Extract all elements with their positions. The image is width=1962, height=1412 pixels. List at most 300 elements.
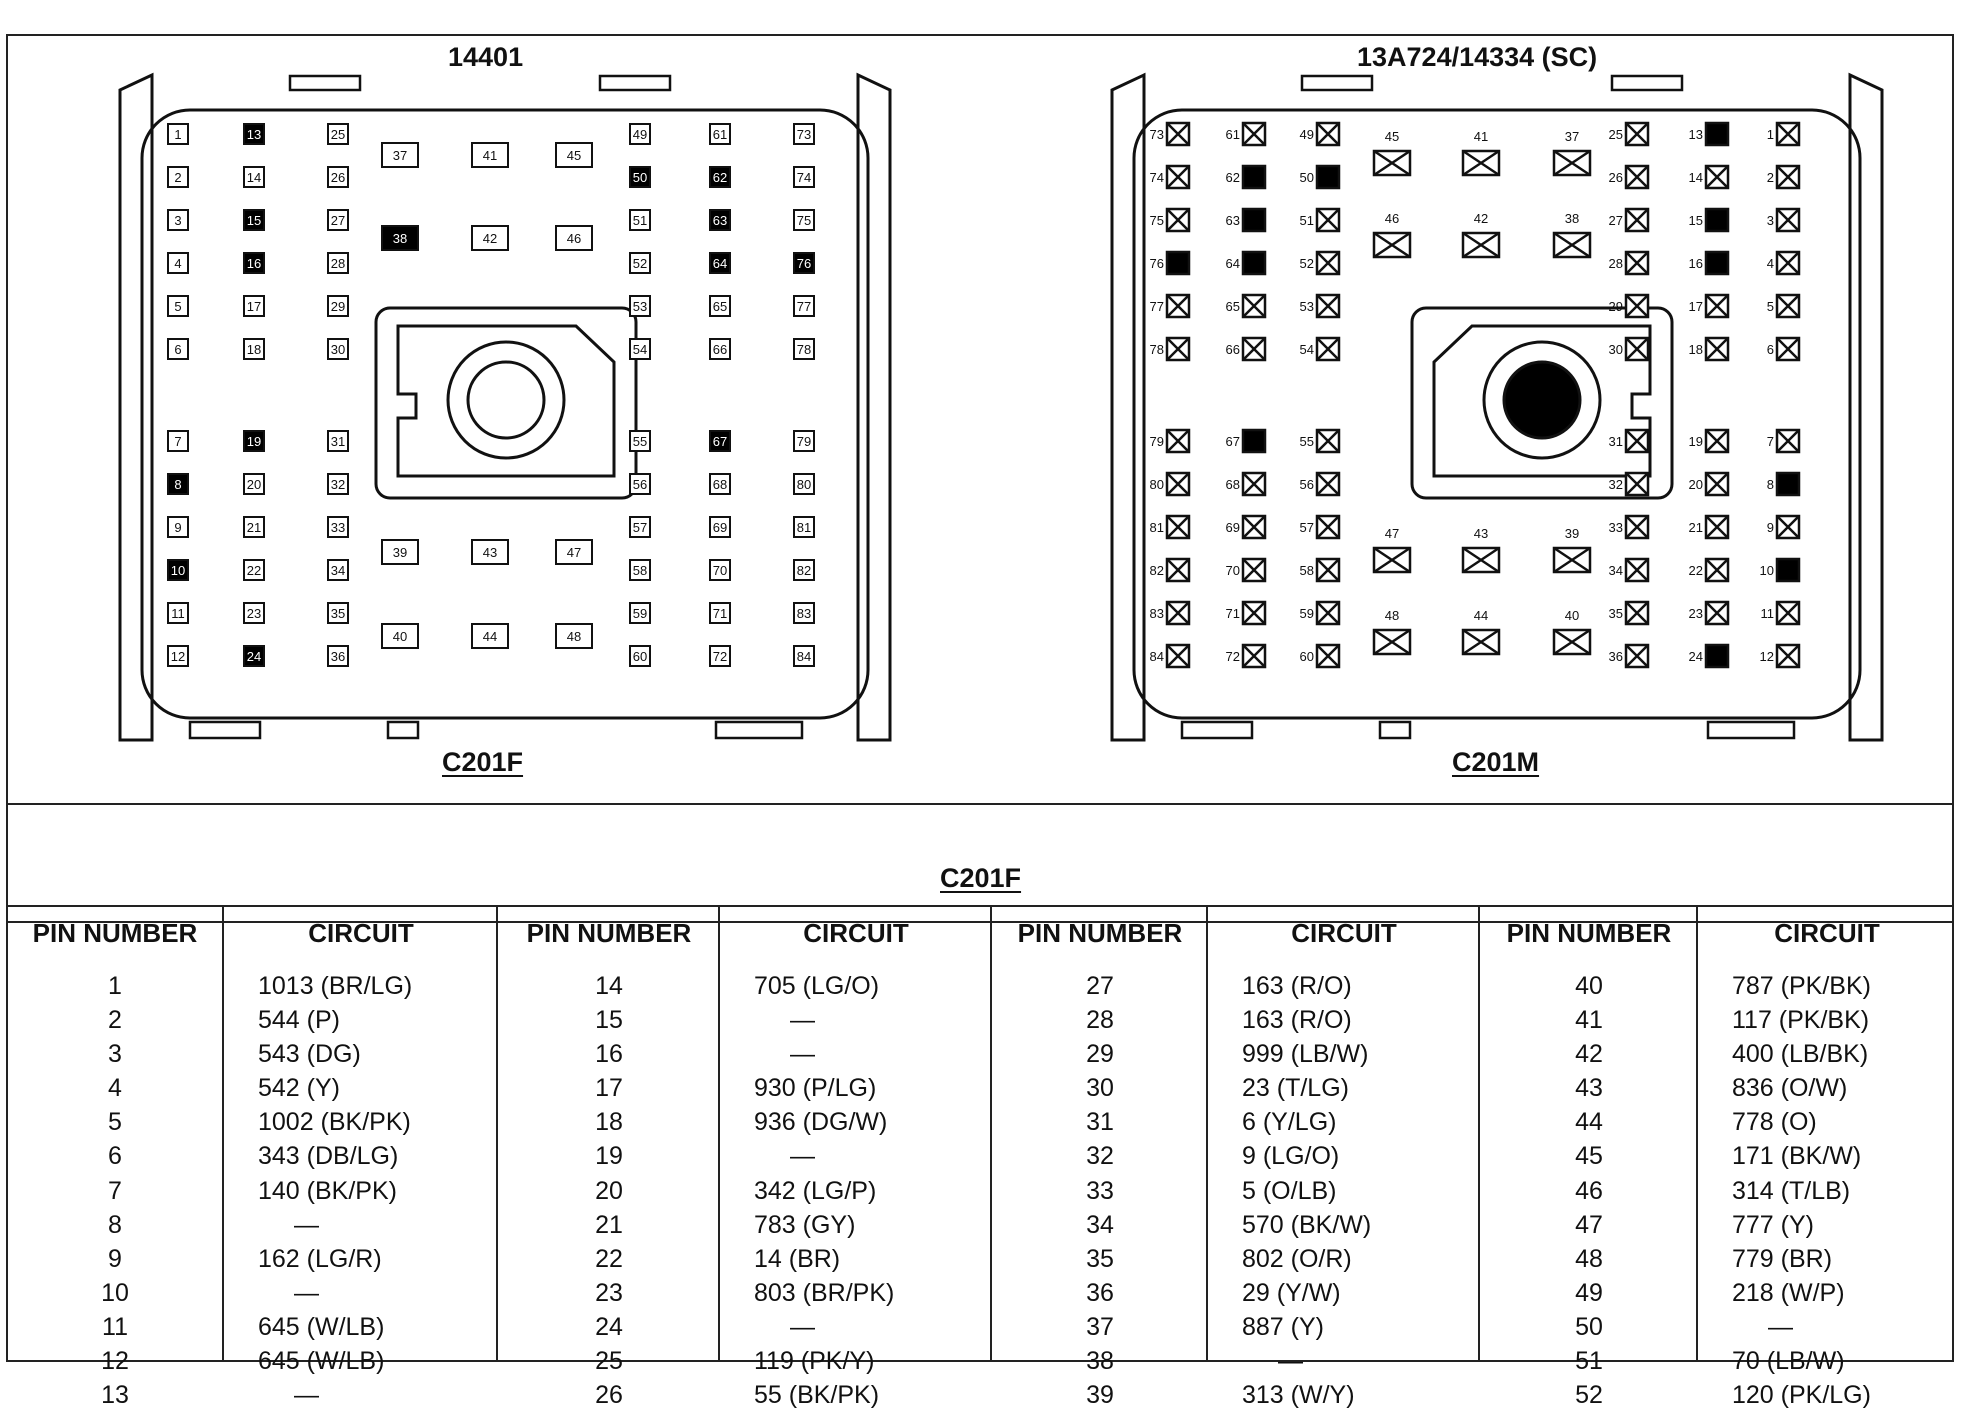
pin-53	[1300, 295, 1339, 317]
pin-label: 54	[632, 342, 648, 357]
pin-71	[710, 603, 730, 623]
pin-label: 18	[1688, 342, 1703, 357]
guide-ring	[448, 342, 564, 458]
right-latch	[858, 75, 890, 740]
circuit-cell: 314 (T/LB)	[1732, 1176, 1851, 1205]
pin-number-cell: 46	[1575, 1176, 1603, 1205]
pin-35	[328, 603, 348, 623]
pin-label: 7	[1766, 434, 1774, 449]
pin-32	[328, 474, 348, 494]
pin-label: 84	[796, 649, 812, 664]
circuit-cell: 802 (O/R)	[1242, 1244, 1352, 1273]
pin-label: 27	[1608, 213, 1623, 228]
pin-number-header: PIN NUMBER	[1017, 918, 1183, 948]
pin-label: 58	[1299, 563, 1314, 578]
pin-8	[1767, 473, 1799, 495]
circuit-cell: 887 (Y)	[1242, 1312, 1324, 1341]
column-body	[224, 969, 498, 1412]
pin-45	[1374, 129, 1410, 175]
pin-number-cell: 9	[108, 1244, 122, 1273]
pin-label: 58	[632, 563, 648, 578]
pin-cavity	[1243, 252, 1265, 274]
pin-cavity	[1167, 252, 1189, 274]
pin-number-cell: 13	[101, 1381, 129, 1410]
circuit-cell: 1002 (BK/PK)	[258, 1108, 411, 1137]
pin-63	[710, 210, 730, 230]
pin-label: 54	[1299, 342, 1314, 357]
circuit-cell: 400 (LB/BK)	[1732, 1040, 1869, 1069]
pin-label: 30	[1608, 342, 1623, 357]
pin-number-cell: 39	[1086, 1381, 1114, 1410]
pin-number-column-3	[990, 905, 1208, 1410]
pin-number-cell: 5	[108, 1108, 122, 1137]
pin-label: 47	[566, 545, 582, 560]
pin-10	[1760, 559, 1799, 581]
pin-number-cell: 52	[1575, 1381, 1603, 1410]
circuit-cell: 570 (BK/W)	[1242, 1210, 1372, 1239]
pin-9	[168, 517, 188, 537]
pin-cavity	[1706, 252, 1728, 274]
pin-47	[556, 540, 592, 564]
pin-label: 33	[330, 520, 346, 535]
circuit-cell: 645 (W/LB)	[258, 1347, 385, 1376]
pin-22	[1689, 559, 1728, 581]
pin-label: 65	[1225, 299, 1240, 314]
pin-label: 63	[1225, 213, 1240, 228]
pin-43	[1463, 526, 1499, 572]
pin-label: 62	[712, 170, 728, 185]
pin-23	[1689, 602, 1728, 624]
pin-label: 6	[174, 342, 182, 357]
pin-74	[1150, 166, 1189, 188]
pin-label: 83	[796, 606, 812, 621]
pin-label: 16	[1688, 256, 1703, 271]
top-tab	[1302, 76, 1372, 90]
pin-41	[1463, 129, 1499, 175]
circuit-cell: —	[790, 1312, 815, 1341]
circuit-header: CIRCUIT	[1774, 918, 1880, 948]
pin-label: 38	[392, 231, 408, 246]
pin-38	[382, 226, 418, 250]
bottom-tab	[388, 722, 418, 738]
circuit-cell: 705 (LG/O)	[754, 972, 880, 1000]
pin-label: 68	[1225, 477, 1240, 492]
pin-27	[328, 210, 348, 230]
pin-15	[244, 210, 264, 230]
pin-80	[1150, 473, 1189, 495]
pin-57	[1300, 516, 1339, 538]
pin-50	[630, 167, 650, 187]
pin-82	[1150, 559, 1189, 581]
pin-label: 78	[1149, 342, 1164, 357]
pin-label: 2	[174, 170, 182, 185]
pin-73	[794, 124, 814, 144]
pin-5	[168, 296, 188, 316]
table-title: C201F	[940, 863, 1022, 893]
pin-number-cell: 20	[595, 1176, 623, 1205]
right-connector-name: C201M	[1452, 747, 1540, 777]
pin-label: 64	[712, 256, 728, 271]
pin-label: 53	[1299, 299, 1314, 314]
pin-11	[1761, 602, 1800, 624]
pin-label: 9	[174, 520, 182, 535]
circuit-cell: 163 (R/O)	[1242, 1006, 1352, 1035]
pin-69	[1226, 516, 1265, 538]
pin-number-cell: 26	[595, 1381, 623, 1410]
pin-27	[1609, 209, 1648, 231]
pin-label: 67	[712, 434, 728, 449]
pin-label: 1	[174, 127, 182, 142]
pin-78	[794, 339, 814, 359]
pin-label: 32	[330, 477, 346, 492]
pin-number-cell: 32	[1086, 1142, 1114, 1171]
pin-label: 16	[246, 256, 262, 271]
pin-30	[328, 339, 348, 359]
pin-cavity	[1706, 123, 1728, 145]
circuit-cell: 999 (LB/W)	[1242, 1040, 1369, 1069]
pin-7	[1767, 430, 1799, 452]
circuit-cell: 218 (W/P)	[1732, 1278, 1845, 1307]
pin-34	[328, 560, 348, 580]
pin-label: 36	[330, 649, 346, 664]
circuit-cell: 140 (BK/PK)	[258, 1176, 397, 1205]
pin-label: 36	[1608, 649, 1623, 664]
pin-82	[794, 560, 814, 580]
circuit-cell: —	[294, 1278, 319, 1307]
pin-label: 4	[1766, 256, 1774, 271]
circuit-cell: 645 (W/LB)	[258, 1312, 385, 1341]
bottom-tab	[1380, 722, 1410, 738]
pin-label: 2	[1766, 170, 1774, 185]
pin-label: 13	[246, 127, 262, 142]
pin-number-cell: 8	[108, 1210, 122, 1239]
circuit-cell: 803 (BR/PK)	[754, 1278, 895, 1307]
pin-label: 31	[330, 434, 346, 449]
pin-61	[1226, 123, 1265, 145]
pin-45	[556, 143, 592, 167]
pin-label: 20	[1688, 477, 1703, 492]
pin-49	[630, 124, 650, 144]
circuit-cell: 120 (PK/LG)	[1732, 1381, 1871, 1410]
pin-label: 68	[712, 477, 728, 492]
column-body	[720, 969, 992, 1412]
pin-16	[244, 253, 264, 273]
pin-20	[1689, 473, 1728, 495]
pin-label: 31	[1608, 434, 1623, 449]
pin-label: 52	[1299, 256, 1314, 271]
pin-3	[1767, 209, 1799, 231]
pin-label: 55	[632, 434, 648, 449]
pin-cavity	[1706, 209, 1728, 231]
pin-circuit-table	[8, 853, 1954, 1410]
pin-label: 73	[796, 127, 812, 142]
pin-12	[1760, 645, 1799, 667]
pin-number-cell: 45	[1575, 1142, 1603, 1171]
circuit-cell: —	[790, 1006, 815, 1035]
pin-9	[1767, 516, 1799, 538]
pin-21	[244, 517, 264, 537]
pin-number-cell: 21	[595, 1210, 623, 1239]
pin-number-cell: 47	[1575, 1210, 1603, 1239]
pin-68	[1226, 473, 1265, 495]
pin-label: 23	[246, 606, 262, 621]
pin-label: 17	[1688, 299, 1703, 314]
circuit-cell: 162 (LG/R)	[258, 1244, 382, 1273]
column-body	[992, 969, 1208, 1412]
circuit-cell: 779 (BR)	[1732, 1244, 1833, 1273]
pin-label: 82	[796, 563, 812, 578]
pin-6	[168, 339, 188, 359]
pin-13	[244, 124, 264, 144]
pin-label: 14	[1688, 170, 1703, 185]
pin-59	[630, 603, 650, 623]
pin-5	[1767, 295, 1799, 317]
pin-29	[1609, 295, 1648, 317]
pin-cavity	[1243, 166, 1265, 188]
pin-75	[1150, 209, 1189, 231]
pin-25	[328, 124, 348, 144]
pin-number-cell: 23	[595, 1278, 623, 1307]
pin-label: 34	[330, 563, 346, 578]
pin-label: 24	[1688, 649, 1703, 664]
pin-15	[1689, 209, 1728, 231]
pin-12	[168, 646, 188, 666]
column-body	[498, 969, 720, 1412]
pin-61	[710, 124, 730, 144]
pin-label: 75	[796, 213, 812, 228]
circuit-cell: 23 (T/LG)	[1242, 1074, 1349, 1103]
pin-28	[328, 253, 348, 273]
pin-35	[1609, 602, 1648, 624]
pin-number-cell: 49	[1575, 1278, 1603, 1307]
pin-label: 14	[246, 170, 262, 185]
pin-label: 59	[1299, 606, 1314, 621]
pin-label: 77	[796, 299, 812, 314]
pin-52	[1300, 252, 1339, 274]
pin-label: 40	[1564, 608, 1580, 623]
column-body	[1208, 969, 1480, 1412]
pin-number-cell: 43	[1575, 1074, 1603, 1103]
pin-55	[1300, 430, 1339, 452]
pin-70	[1226, 559, 1265, 581]
column-body	[1698, 969, 1956, 1412]
pin-number-header: PIN NUMBER	[32, 918, 198, 948]
pin-74	[794, 167, 814, 187]
pin-label: 51	[1299, 213, 1314, 228]
pin-16	[1689, 252, 1728, 274]
pin-label: 69	[712, 520, 728, 535]
pin-18	[244, 339, 264, 359]
pin-label: 38	[1564, 211, 1580, 226]
pin-11	[168, 603, 188, 623]
pin-label: 30	[330, 342, 346, 357]
circuit-cell: 778 (O)	[1732, 1108, 1817, 1137]
pin-20	[244, 474, 264, 494]
pin-8	[168, 474, 188, 494]
column-body	[8, 969, 222, 1412]
pin-21	[1689, 516, 1728, 538]
pin-label: 6	[1766, 342, 1774, 357]
pin-10	[168, 560, 188, 580]
pin-48	[1374, 608, 1410, 654]
pin-2	[1767, 166, 1799, 188]
pin-label: 46	[1384, 211, 1400, 226]
pin-label: 15	[1688, 213, 1703, 228]
pin-label: 8	[174, 477, 182, 492]
pin-number-cell: 50	[1575, 1312, 1603, 1341]
pin-number-cell: 34	[1086, 1210, 1114, 1239]
circuit-header: CIRCUIT	[308, 918, 414, 948]
pin-number-cell: 7	[108, 1176, 122, 1205]
pin-51	[630, 210, 650, 230]
pin-label: 22	[1688, 563, 1703, 578]
pin-label: 47	[1384, 526, 1400, 541]
circuit-cell: 171 (BK/W)	[1732, 1142, 1862, 1171]
pin-label: 35	[1608, 606, 1623, 621]
pin-label: 49	[632, 127, 648, 142]
circuit-cell: 163 (R/O)	[1242, 972, 1352, 1000]
circuit-header: CIRCUIT	[1291, 918, 1397, 948]
pin-number-cell: 6	[108, 1142, 122, 1171]
circuit-cell: —	[790, 1142, 815, 1171]
pin-label: 32	[1608, 477, 1623, 492]
pin-56	[1300, 473, 1339, 495]
guide-pin-solid	[1504, 362, 1580, 438]
pin-cavity	[1317, 166, 1339, 188]
pin-33	[1609, 516, 1648, 538]
pin-label: 75	[1149, 213, 1164, 228]
pin-number-cell: 30	[1086, 1074, 1114, 1103]
pin-72	[710, 646, 730, 666]
pin-43	[472, 540, 508, 564]
pin-36	[1609, 645, 1648, 667]
pin-65	[1226, 295, 1265, 317]
pin-label: 24	[246, 649, 262, 664]
pin-2	[168, 167, 188, 187]
pin-label: 65	[712, 299, 728, 314]
pin-30	[1609, 338, 1648, 360]
pin-39	[1554, 526, 1590, 572]
pin-label: 42	[482, 231, 498, 246]
circuit-column-2	[718, 905, 992, 1410]
pin-number-cell: 48	[1575, 1244, 1603, 1273]
pin-label: 37	[1564, 129, 1580, 144]
pin-label: 26	[330, 170, 346, 185]
pin-66	[710, 339, 730, 359]
pin-70	[710, 560, 730, 580]
pin-62	[710, 167, 730, 187]
pin-number-cell: 37	[1086, 1312, 1114, 1341]
pin-label: 34	[1608, 563, 1623, 578]
pin-label: 43	[482, 545, 498, 560]
column-body	[1480, 969, 1698, 1412]
pin-cavity	[1243, 209, 1265, 231]
pin-number-cell: 33	[1086, 1176, 1114, 1205]
pin-number-column-1	[8, 905, 222, 1410]
pin-label: 44	[482, 629, 498, 644]
pin-76	[794, 253, 814, 273]
pin-label: 5	[174, 299, 182, 314]
top-tab	[1612, 76, 1682, 90]
pin-label: 78	[796, 342, 812, 357]
left-latch	[1112, 75, 1144, 740]
pin-label: 73	[1149, 127, 1164, 142]
pin-58	[630, 560, 650, 580]
pin-81	[794, 517, 814, 537]
pin-cavity	[1243, 430, 1265, 452]
pin-label: 21	[246, 520, 262, 535]
circuit-cell: 783 (GY)	[754, 1210, 856, 1239]
pin-17	[244, 296, 264, 316]
pin-67	[710, 431, 730, 451]
pin-label: 35	[330, 606, 346, 621]
connector-shell	[1134, 110, 1860, 718]
pin-65	[710, 296, 730, 316]
pin-label: 39	[392, 545, 408, 560]
pin-label: 25	[1608, 127, 1623, 142]
pin-38	[1554, 211, 1590, 257]
pin-number-cell: 28	[1086, 1006, 1114, 1035]
pin-1	[168, 124, 188, 144]
circuit-cell: 544 (P)	[258, 1006, 340, 1035]
pin-31	[1609, 430, 1648, 452]
pin-label: 12	[170, 649, 186, 664]
pin-label: 72	[1225, 649, 1240, 664]
pin-4	[1767, 252, 1799, 274]
pin-76	[1150, 252, 1189, 274]
pin-label: 33	[1608, 520, 1623, 535]
pin-58	[1300, 559, 1339, 581]
pin-79	[1150, 430, 1189, 452]
pin-label: 80	[1149, 477, 1164, 492]
pin-label: 39	[1564, 526, 1580, 541]
pin-label: 13	[1688, 127, 1703, 142]
pin-label: 3	[1766, 213, 1774, 228]
pin-label: 60	[632, 649, 648, 664]
keyed-socket	[398, 326, 614, 476]
pin-label: 28	[330, 256, 346, 271]
pin-label: 41	[1473, 129, 1489, 144]
pin-4	[168, 253, 188, 273]
pin-label: 74	[1149, 170, 1164, 185]
pin-32	[1609, 473, 1648, 495]
pin-label: 10	[1759, 563, 1774, 578]
pin-71	[1226, 602, 1265, 624]
pin-label: 56	[632, 477, 648, 492]
pin-number-cell: 17	[595, 1074, 623, 1103]
pin-cavity	[1777, 559, 1799, 581]
pin-label: 23	[1688, 606, 1703, 621]
pin-label: 67	[1225, 434, 1240, 449]
pin-label: 56	[1299, 477, 1314, 492]
pin-label: 80	[796, 477, 812, 492]
pin-label: 82	[1149, 563, 1164, 578]
pin-label: 44	[1473, 608, 1489, 623]
pin-42	[1463, 211, 1499, 257]
pin-label: 10	[170, 563, 186, 578]
circuit-cell: 14 (BR)	[754, 1244, 841, 1273]
pin-label: 27	[330, 213, 346, 228]
pin-label: 57	[1299, 520, 1314, 535]
left-connector-name: C201F	[442, 747, 524, 777]
pin-label: 48	[1384, 608, 1400, 623]
circuit-cell: 70 (LB/W)	[1732, 1347, 1845, 1376]
pin-number-cell: 15	[595, 1006, 623, 1035]
pin-50	[1300, 166, 1339, 188]
pin-25	[1609, 123, 1648, 145]
pin-label: 84	[1149, 649, 1164, 664]
circuit-cell: 936 (DG/W)	[754, 1108, 888, 1137]
